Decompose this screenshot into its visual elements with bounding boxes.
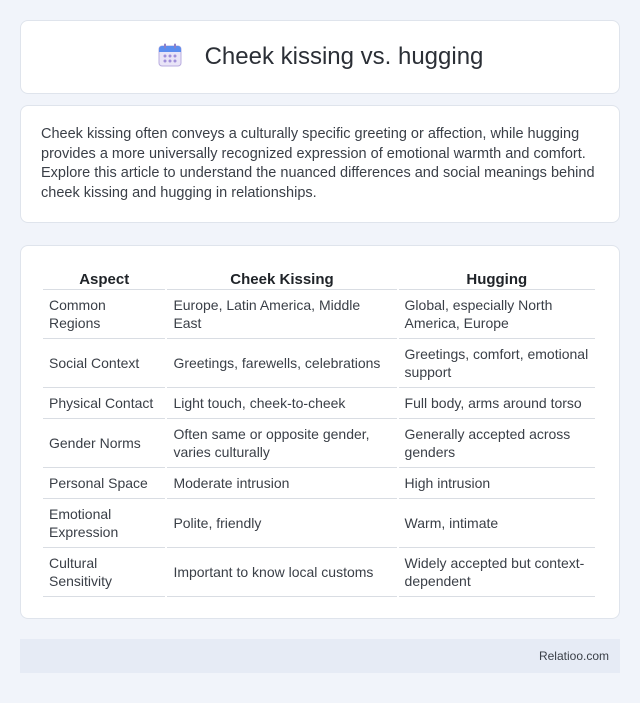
- row-cheek-kissing: Greetings, farewells, celebrations: [167, 339, 396, 388]
- table-row: [43, 548, 595, 597]
- row-aspect: Emotional Expression: [43, 499, 165, 548]
- intro-card: [20, 105, 620, 223]
- row-aspect: Personal Space: [43, 468, 165, 499]
- row-hugging: Warm, intimate: [399, 499, 595, 548]
- title-wrap: [157, 42, 484, 73]
- footer: [20, 639, 620, 673]
- row-aspect: Physical Contact: [43, 388, 165, 419]
- row-hugging: Full body, arms around torso: [399, 388, 595, 419]
- row-cheek-kissing: Important to know local customs: [167, 548, 396, 597]
- intro-text: Cheek kissing often conveys a culturally specific greeting or affection, while hugging provides a more universally recognized expression of emotional warmth and comfort. Explore this article to understand the nuanced differences and social meanings behind cheek kissing and hugging in relationships.: [41, 126, 595, 201]
- row-cheek-kissing: Europe, Latin America, Middle East: [167, 290, 396, 339]
- title-card: [20, 20, 620, 94]
- footer-brand[interactable]: Relatioo.com: [538, 649, 609, 663]
- row-aspect: Social Context: [43, 339, 165, 388]
- header-hugging: Hugging: [399, 265, 595, 290]
- row-aspect: Cultural Sensitivity: [43, 548, 165, 597]
- row-hugging: Generally accepted across genders: [399, 419, 595, 468]
- table-row: [43, 419, 595, 468]
- comparison-table: [41, 265, 597, 597]
- row-aspect: Gender Norms: [43, 419, 165, 468]
- row-cheek-kissing: Polite, friendly: [167, 499, 396, 548]
- table-row: [43, 339, 595, 388]
- row-aspect: Common Regions: [43, 290, 165, 339]
- row-hugging: Widely accepted but context-dependent: [399, 548, 595, 597]
- header-cheek-kissing: Cheek Kissing: [167, 265, 396, 290]
- row-hugging: High intrusion: [399, 468, 595, 499]
- calendar-icon: [157, 42, 183, 73]
- row-cheek-kissing: Moderate intrusion: [167, 468, 396, 499]
- table-row: [43, 388, 595, 419]
- page-title: Cheek kissing vs. hugging: [204, 43, 484, 70]
- header-aspect: Aspect: [43, 265, 165, 290]
- row-cheek-kissing: Light touch, cheek-to-cheek: [167, 388, 396, 419]
- row-hugging: Global, especially North America, Europe: [399, 290, 595, 339]
- row-cheek-kissing: Often same or opposite gender, varies culturally: [167, 419, 396, 468]
- table-card: [20, 245, 620, 619]
- row-hugging: Greetings, comfort, emotional support: [399, 339, 595, 388]
- table-row: [43, 468, 595, 499]
- table-header-row: [43, 265, 595, 290]
- table-row: [43, 499, 595, 548]
- table-row: [43, 290, 595, 339]
